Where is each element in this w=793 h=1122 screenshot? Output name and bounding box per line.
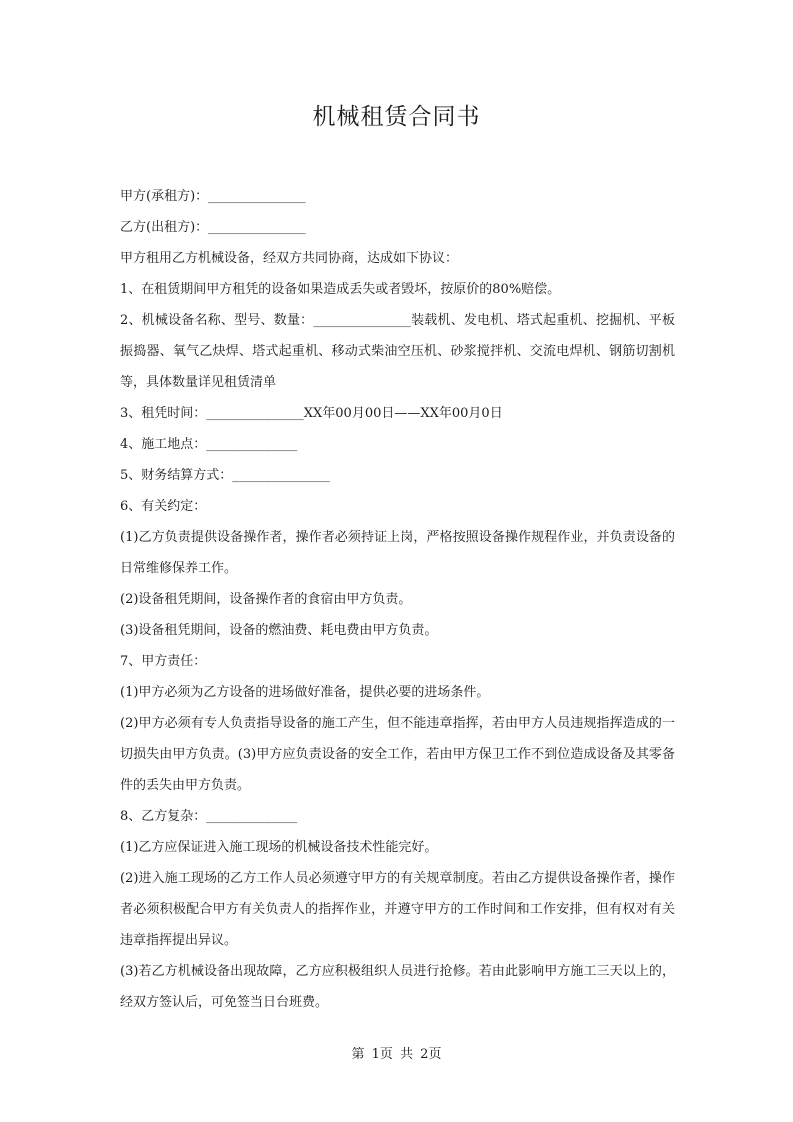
paragraph-clause-6: 6、有关约定： — [120, 499, 207, 514]
paragraph-clause-6-3: (3)设备租凭期间，设备的燃油费、耗电费由甲方负责。 — [120, 623, 438, 638]
paragraph-clause-5: 5、财务结算方式：_______________ — [120, 468, 330, 483]
paragraph-clause-8: 8、乙方复杂：______________ — [120, 809, 298, 824]
paragraph-clause-6-1: (1)乙方负责提供设备操作者，操作者必须持证上岗，严格按照设备操作规程作业，并负责设备的日常维修保养工作。 — [120, 530, 675, 576]
document-title: 机械租赁合同书 — [312, 104, 481, 130]
paragraph-clause-1: 1、在租赁期间甲方租凭的设备如果造成丢失或者毁坏，按原价的80%赔偿。 — [120, 282, 561, 297]
paragraph-clause-4: 4、施工地点：______________ — [120, 437, 298, 452]
paragraph-clause-8-2: (2)进入施工现场的乙方工作人员必须遵守甲方的有关规章制度。若由乙方提供设备操作者，操作者必须积极配合甲方有关负责人的指挥作业，并遵守甲方的工作时间和工作安排，但有权对有关违章指挥提出异议。 — [120, 871, 675, 948]
page-number-footer: 第 1页 共 2页 — [351, 1047, 442, 1062]
paragraph-clause-2: 2、机械设备名称、型号、数量：_______________装载机、发电机、塔式起重机、挖掘机、平板振捣器、氧气乙炔焊、塔式起重机、移动式柴油空压机、砂浆搅拌机、交流电焊机、钢筋切割机等，具体数量详见租赁清单 — [120, 313, 675, 390]
paragraph-clause-3: 3、租凭时间：_______________XX年00月00日——XX年00月0日 — [120, 406, 503, 421]
paragraph-clause-7-1: (1)甲方必须为乙方设备的进场做好准备，提供必要的进场条件。 — [120, 685, 490, 700]
paragraph-intro: 甲方租用乙方机械设备，经双方共同协商，达成如下协议： — [120, 251, 459, 266]
paragraph-clause-8-3: (3)若乙方机械设备出现故障，乙方应积极组织人员进行抢修。若由此影响甲方施工三天以上的，经双方签认后，可免签当日台班费。 — [120, 964, 675, 1010]
paragraph-clause-7: 7、甲方责任： — [120, 654, 207, 669]
paragraph-clause-7-2: (2)甲方必须有专人负责指导设备的施工产生，但不能违章指挥，若由甲方人员违规指挥造成的一切损失由甲方负责。(3)甲方应负责设备的安全工作，若由甲方保卫工作不到位造成设备及其零备件的丢失由甲方负责。 — [120, 716, 675, 793]
paragraph-clause-8-1: (1)乙方应保证进入施工现场的机械设备技术性能完好。 — [120, 840, 438, 855]
paragraph-clause-6-2: (2)设备租凭期间，设备操作者的食宿由甲方负责。 — [120, 592, 412, 607]
paragraph-party-b: 乙方(出租方)：_______________ — [120, 220, 306, 235]
document-body — [120, 181, 675, 1018]
paragraph-party-a: 甲方(承租方)：_______________ — [120, 189, 306, 204]
